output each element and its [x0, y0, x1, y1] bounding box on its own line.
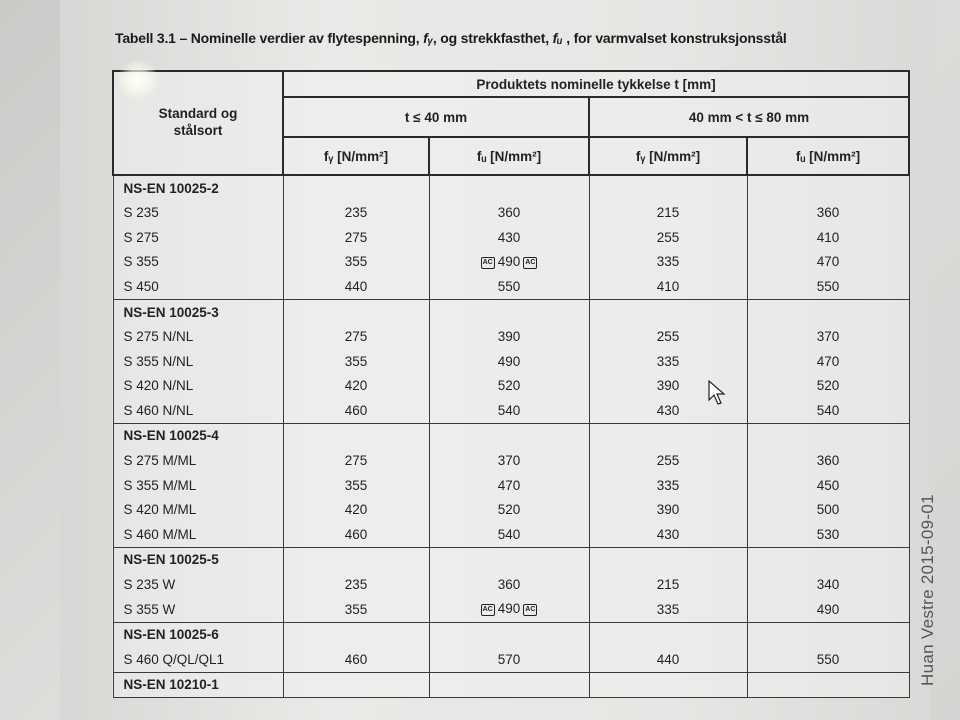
- table-caption: [115, 30, 935, 46]
- table-row: [113, 250, 909, 275]
- fu-40-value: 540: [429, 522, 589, 547]
- empty-cell: [747, 622, 909, 647]
- empty-cell: [747, 299, 909, 324]
- fy-80-value: 335: [589, 349, 747, 374]
- table-row: [113, 349, 909, 374]
- fu-80-value: 550: [747, 647, 909, 672]
- fu-40-value: 520: [429, 374, 589, 399]
- group-header-row: [113, 547, 909, 572]
- ac-start-mark: AC: [481, 257, 495, 269]
- fy-80-value: 255: [589, 449, 747, 474]
- group-header-row: [113, 672, 909, 698]
- fu-80-value: 490: [747, 597, 909, 622]
- empty-cell: [283, 672, 429, 698]
- empty-cell: [429, 622, 589, 647]
- header-fy-40: fᵧ [N/mm²]: [283, 137, 429, 175]
- table-row: [113, 398, 909, 423]
- light-glare: [118, 60, 158, 100]
- fu-80-value: 470: [747, 349, 909, 374]
- table-row: [113, 374, 909, 399]
- fy-80-value: 335: [589, 597, 747, 622]
- fy-40-value: 275: [283, 449, 429, 474]
- fy-40-value: 235: [283, 573, 429, 598]
- header-range-80: 40 mm < t ≤ 80 mm: [589, 97, 909, 137]
- empty-cell: [589, 175, 747, 201]
- empty-cell: [429, 547, 589, 572]
- empty-cell: [747, 547, 909, 572]
- steel-grade: S 235: [113, 201, 283, 226]
- fy-80-value: 390: [589, 498, 747, 523]
- steel-grade: S 420 M/ML: [113, 498, 283, 523]
- caption-fu: fᵤ: [552, 30, 563, 46]
- steel-grade: S 275 N/NL: [113, 325, 283, 350]
- caption-mid: , og strekkfasthet,: [432, 30, 553, 46]
- fy-80-value: 255: [589, 225, 747, 250]
- fu-40-value: 370: [429, 449, 589, 474]
- steel-grade: S 460 N/NL: [113, 398, 283, 423]
- table-body: [113, 175, 909, 698]
- mouse-cursor-icon: [708, 380, 726, 406]
- table-row: [113, 573, 909, 598]
- table-row: [113, 597, 909, 622]
- steel-grade: S 460 M/ML: [113, 522, 283, 547]
- photo-watermark: Huan Vestre 2015-09-01: [918, 494, 937, 686]
- fu-40-number: 490: [497, 601, 521, 617]
- steel-grade: S 235 W: [113, 573, 283, 598]
- empty-cell: [283, 175, 429, 201]
- group-header-row: [113, 175, 909, 201]
- fu-40-number: 490: [497, 254, 521, 270]
- header-thickness: Produktets nominelle tykkelse t [mm]: [283, 71, 909, 97]
- table-row: [113, 647, 909, 672]
- empty-cell: [429, 672, 589, 698]
- standard-name: NS-EN 10025-6: [113, 622, 283, 647]
- fu-80-value: 360: [747, 201, 909, 226]
- fu-40-value: [429, 250, 589, 275]
- fy-40-value: 275: [283, 325, 429, 350]
- fy-40-value: 420: [283, 374, 429, 399]
- empty-cell: [429, 299, 589, 324]
- empty-cell: [747, 423, 909, 448]
- table-row: [113, 325, 909, 350]
- caption-prefix: Tabell 3.1 – Nominelle verdier av flytespenning,: [115, 30, 424, 46]
- empty-cell: [589, 299, 747, 324]
- steel-grade: S 275: [113, 225, 283, 250]
- fy-40-value: 355: [283, 597, 429, 622]
- standard-name: NS-EN 10025-3: [113, 299, 283, 324]
- fu-80-value: 410: [747, 225, 909, 250]
- fu-40-value: 540: [429, 398, 589, 423]
- ac-end-mark: AC: [523, 257, 537, 269]
- fy-40-value: 235: [283, 201, 429, 226]
- header-fy-80: fᵧ [N/mm²]: [589, 137, 747, 175]
- fy-40-value: 460: [283, 522, 429, 547]
- group-header-row: [113, 423, 909, 448]
- standard-name: NS-EN 10025-4: [113, 423, 283, 448]
- steel-grade: S 275 M/ML: [113, 449, 283, 474]
- empty-cell: [747, 672, 909, 698]
- group-header-row: [113, 299, 909, 324]
- fy-40-value: 275: [283, 225, 429, 250]
- fy-80-value: 430: [589, 398, 747, 423]
- steel-grade: S 355 W: [113, 597, 283, 622]
- empty-cell: [747, 175, 909, 201]
- caption-suffix: , for varmvalset konstruksjonsstål: [562, 30, 787, 46]
- header-range-40: t ≤ 40 mm: [283, 97, 589, 137]
- table-row: [113, 201, 909, 226]
- fu-40-value: 430: [429, 225, 589, 250]
- fu-80-value: 500: [747, 498, 909, 523]
- fu-40-value: 520: [429, 498, 589, 523]
- empty-cell: [589, 423, 747, 448]
- fu-80-value: 540: [747, 398, 909, 423]
- empty-cell: [429, 175, 589, 201]
- fy-80-value: 255: [589, 325, 747, 350]
- table-row: [113, 225, 909, 250]
- fu-80-value: 450: [747, 473, 909, 498]
- empty-cell: [283, 299, 429, 324]
- fu-80-value: 530: [747, 522, 909, 547]
- fy-80-value: 410: [589, 274, 747, 299]
- caption-fy: fᵧ: [423, 30, 433, 46]
- fu-80-value: 360: [747, 449, 909, 474]
- header-fu-80: fᵤ [N/mm²]: [747, 137, 909, 175]
- fy-40-value: 355: [283, 473, 429, 498]
- fy-40-value: 355: [283, 250, 429, 275]
- ac-start-mark: AC: [481, 604, 495, 616]
- steel-grade: S 420 N/NL: [113, 374, 283, 399]
- fu-40-value: 360: [429, 201, 589, 226]
- fu-40-value: 490: [429, 349, 589, 374]
- fy-40-value: 440: [283, 274, 429, 299]
- table-row: [113, 498, 909, 523]
- steel-properties-table: [112, 70, 910, 698]
- fu-80-value: 470: [747, 250, 909, 275]
- fu-80-value: 550: [747, 274, 909, 299]
- standard-name: NS-EN 10025-5: [113, 547, 283, 572]
- fy-80-value: 440: [589, 647, 747, 672]
- standard-name: NS-EN 10025-2: [113, 175, 283, 201]
- fy-40-value: 355: [283, 349, 429, 374]
- fy-80-value: 390: [589, 374, 747, 399]
- steel-grade: S 355 N/NL: [113, 349, 283, 374]
- header-fu-40: fᵤ [N/mm²]: [429, 137, 589, 175]
- fy-80-value: 335: [589, 250, 747, 275]
- ac-end-mark: AC: [523, 604, 537, 616]
- steel-grade: S 355: [113, 250, 283, 275]
- group-header-row: [113, 622, 909, 647]
- fu-40-value: [429, 597, 589, 622]
- fu-40-value: 360: [429, 573, 589, 598]
- empty-cell: [429, 423, 589, 448]
- table-row: [113, 522, 909, 547]
- table-row: [113, 449, 909, 474]
- empty-cell: [589, 672, 747, 698]
- fu-40-value: 470: [429, 473, 589, 498]
- empty-cell: [589, 622, 747, 647]
- empty-cell: [283, 622, 429, 647]
- empty-cell: [589, 547, 747, 572]
- empty-cell: [283, 423, 429, 448]
- fy-80-value: 215: [589, 573, 747, 598]
- fy-40-value: 420: [283, 498, 429, 523]
- steel-grade: S 355 M/ML: [113, 473, 283, 498]
- table-row: [113, 473, 909, 498]
- fy-40-value: 460: [283, 398, 429, 423]
- fu-80-value: 520: [747, 374, 909, 399]
- fu-80-value: 340: [747, 573, 909, 598]
- fu-40-value: 550: [429, 274, 589, 299]
- standard-name: NS-EN 10210-1: [113, 672, 283, 698]
- fy-80-value: 430: [589, 522, 747, 547]
- fu-40-value: 570: [429, 647, 589, 672]
- table-row: [113, 274, 909, 299]
- header-standard: Standard og stålsort: [113, 71, 283, 175]
- fu-40-value: 390: [429, 325, 589, 350]
- steel-grade: S 460 Q/QL/QL1: [113, 647, 283, 672]
- fy-40-value: 460: [283, 647, 429, 672]
- fy-80-value: 215: [589, 201, 747, 226]
- fu-80-value: 370: [747, 325, 909, 350]
- steel-grade: S 450: [113, 274, 283, 299]
- fy-80-value: 335: [589, 473, 747, 498]
- empty-cell: [283, 547, 429, 572]
